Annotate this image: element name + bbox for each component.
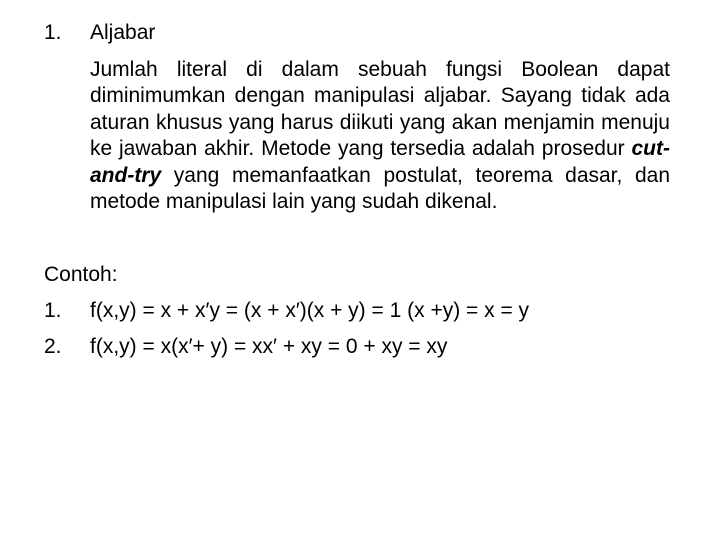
paragraph-text: Jumlah literal di dalam sebuah fungsi Boolean dapat diminimumkan dengan manipulasi aljabar. Sayang tidak ada aturan khusus yang harus diikuti yang akan menjamin menuju ke jawaban akhir. Metode yang tersedia adalah prosedur [90, 58, 670, 161]
example-expression: f(x,y) = x(x′+ y) = xx′ + xy = 0 + xy = xy [90, 335, 448, 358]
section-heading: Aljabar [90, 21, 156, 44]
example-label: Contoh: [44, 263, 118, 286]
body-paragraph [90, 57, 670, 215]
emphasis-term: cut-and-try [90, 137, 670, 187]
example-number: 2. [44, 335, 62, 358]
example-expression: f(x,y) = x + x′y = (x + x′)(x + y) = 1 (x +y) = x = y [90, 299, 530, 322]
paragraph-text-end: yang memanfaatkan postulat, teorema dasar, dan metode manipulasi lain yang sudah dikenal. [90, 163, 670, 214]
item-number: 1. [44, 21, 62, 44]
example-number: 1. [44, 299, 62, 322]
